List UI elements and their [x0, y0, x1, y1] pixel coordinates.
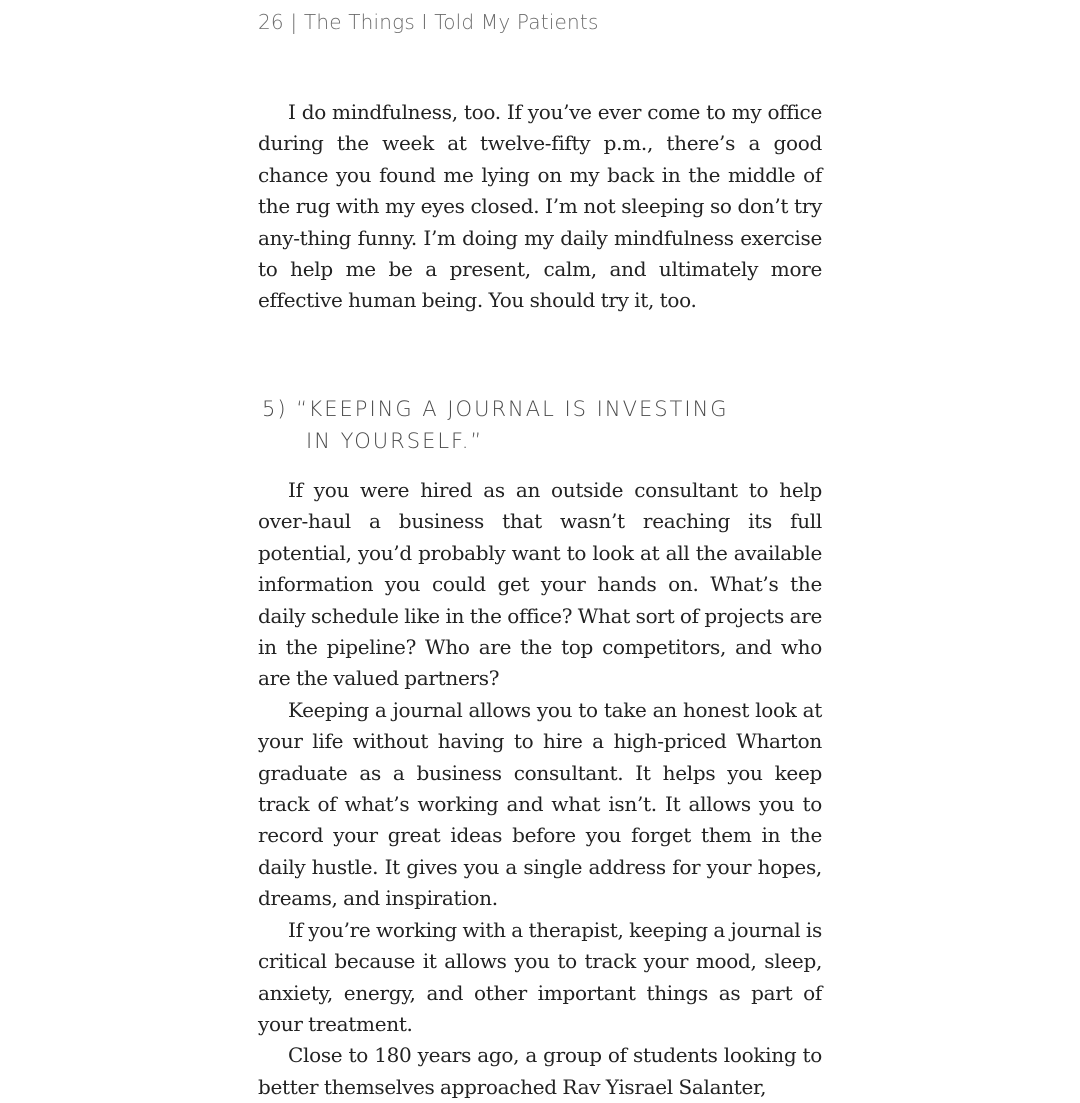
paragraph: Close to 180 years ago, a group of students looking to better themselves approached Rav Yisrael Salanter, [258, 1043, 822, 1099]
section-heading-line-1: “KEEPING A JOURNAL IS INVESTING [296, 397, 729, 421]
paragraph: Keeping a journal allows you to take an honest look at your life without having to hire a high-priced Wharton graduate as a business consultant. It helps you keep track of what’s working and what isn’t. It allows you to record your great ideas before you forget them in the daily hustle. It gives you a single address for your hopes, dreams, and inspiration. [258, 697, 822, 911]
journal-text-block [258, 475, 822, 1103]
section-number: 5) [262, 397, 288, 421]
paragraph: I do mindfulness, too. If you’ve ever come to my office during the week at twelve-fifty p.m., there’s a good chance you found me lying on my back in the middle of the rug with my eyes closed. I’m not sleeping so don’t try any-thing funny. I’m doing my daily mindfulness exercise to help me be a present, calm, and ultimately more effective human being. You should try it, too. [258, 100, 822, 313]
paragraph: If you’re working with a therapist, keeping a journal is critical because it allows you to track your mood, sleep, anxiety, energy, and other important things as part of your treatment. [258, 917, 822, 1036]
paragraph: If you were hired as an outside consultant to help over-haul a business that wasn’t reaching its full potential, you’d probably want to look at all the available information you could get your hands on. What’s the daily schedule like in the office? What sort of projects are in the pipeline? Who are the top competitors, and who are the valued partners? [258, 478, 822, 691]
section-heading [262, 393, 822, 457]
mindfulness-text-block [258, 97, 822, 317]
running-header: 26 | The Things I Told My Patients [258, 10, 599, 34]
section-heading-line-2: IN YOURSELF.” [306, 429, 484, 453]
